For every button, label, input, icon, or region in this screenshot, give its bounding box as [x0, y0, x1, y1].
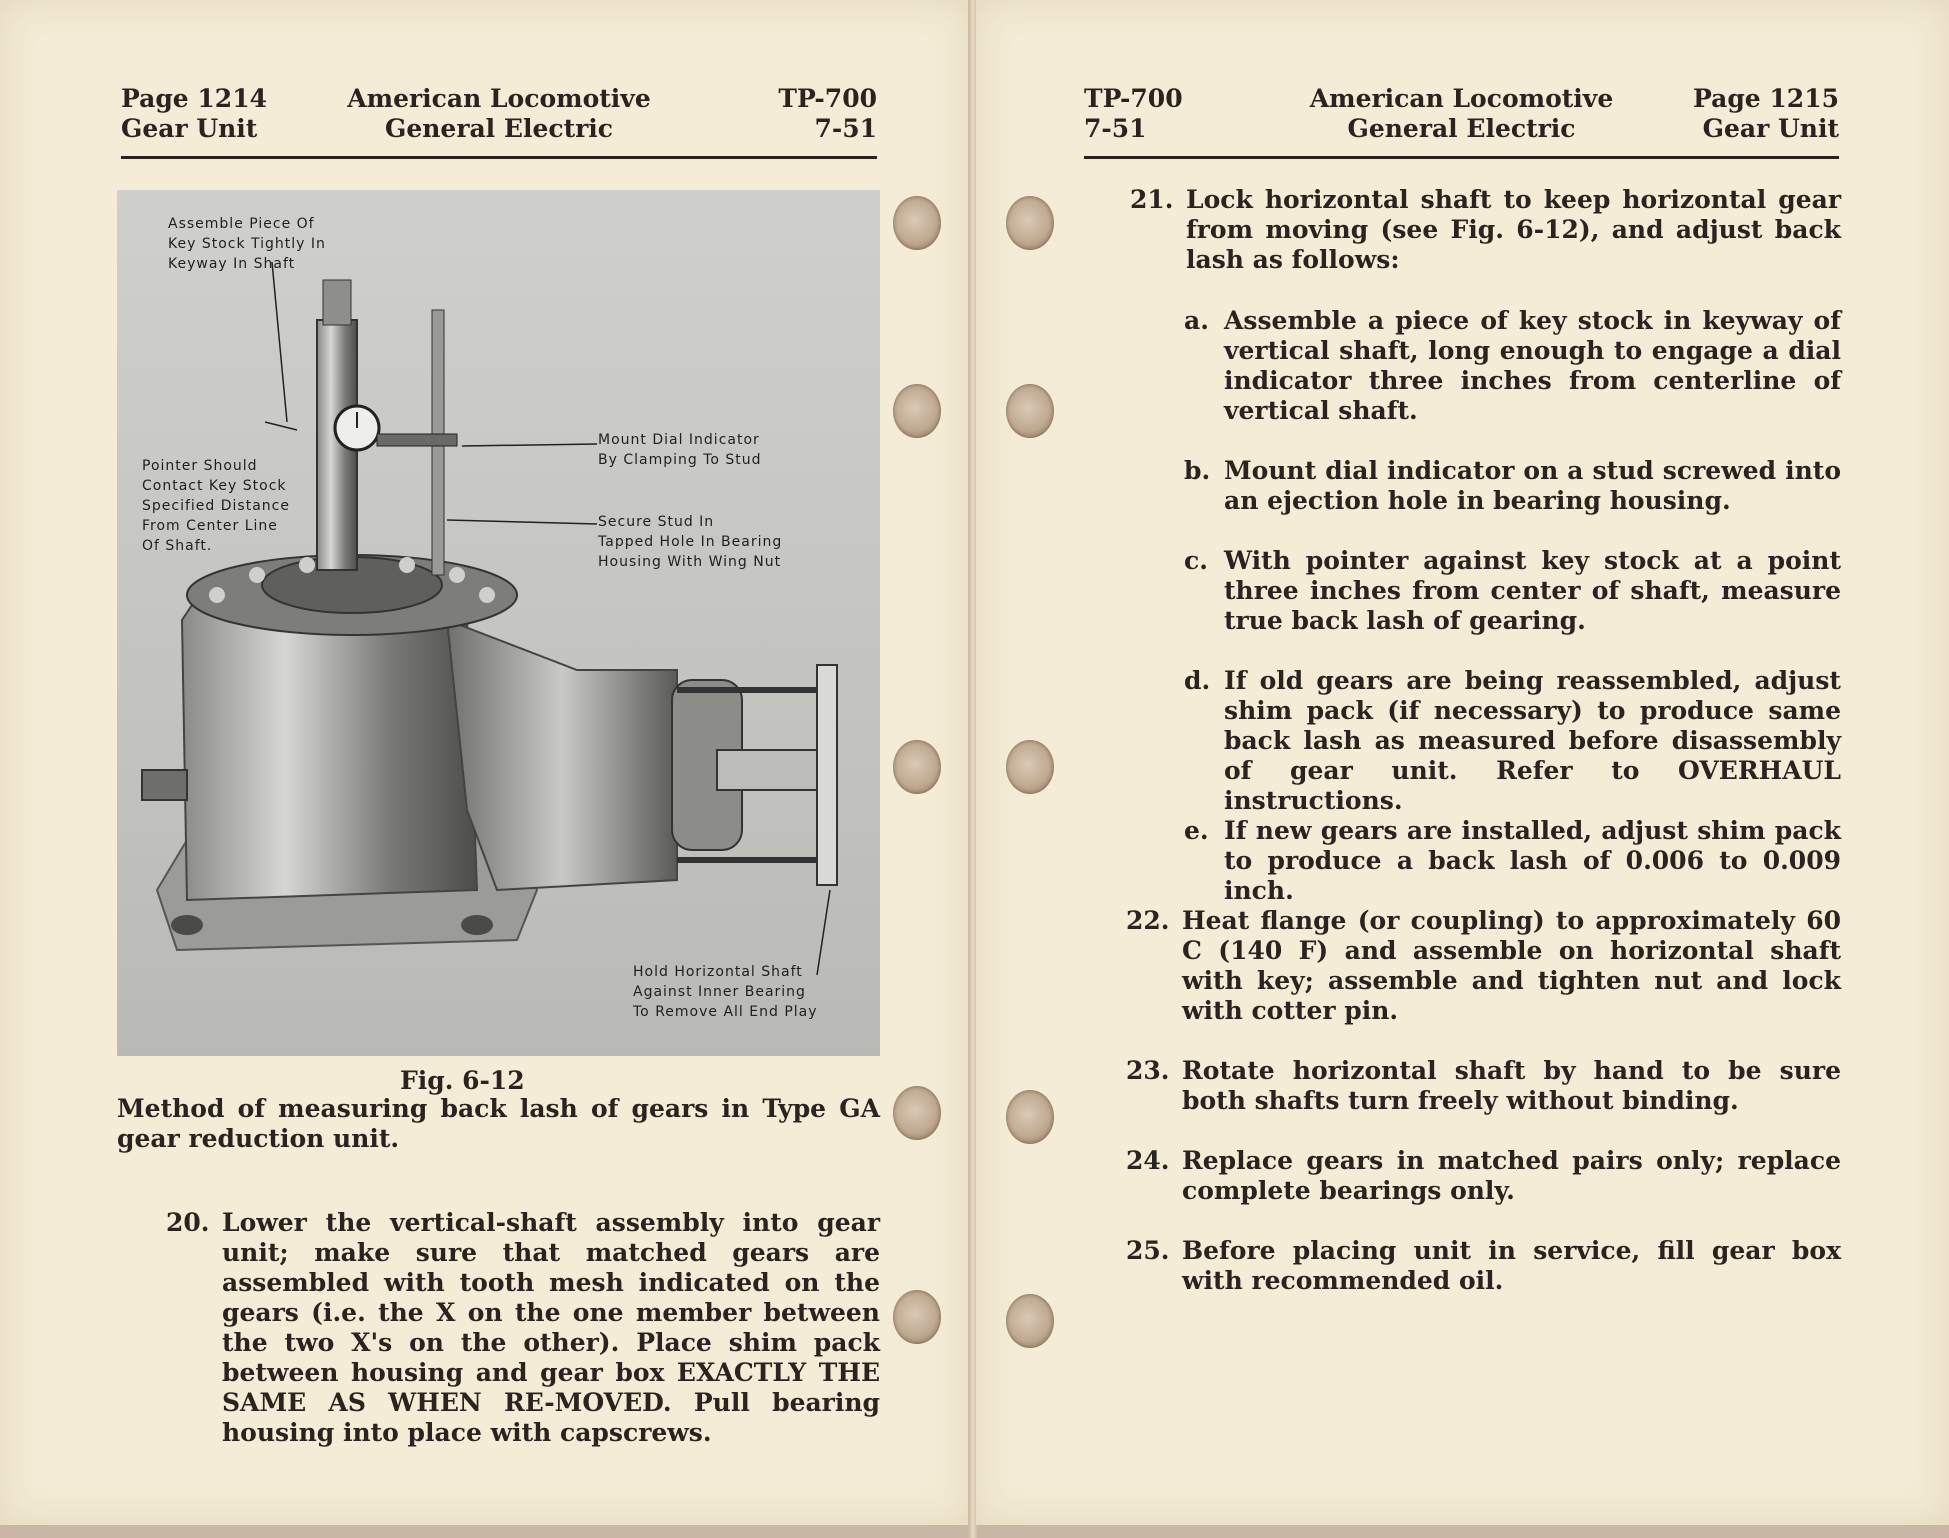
step-number: 22.	[1126, 906, 1170, 935]
substep-text: Mount dial indicator on a stud screwed into an ejection hole in bearing housing.	[1224, 456, 1841, 515]
substep-text: Assemble a piece of key stock in keyway of vertical shaft, long enough to engage a dial indicator three inches from centerline of vertical shaft.	[1224, 306, 1841, 425]
section-name: Gear Unit	[1702, 114, 1839, 143]
left-page-header	[121, 84, 877, 159]
step-number: 23.	[1126, 1056, 1170, 1085]
callout-mount-dial-indicator: Mount Dial Indicator By Clamping To Stud	[598, 432, 762, 468]
company-name-2: General Electric	[1347, 114, 1576, 143]
page-number: Page 1214	[121, 84, 267, 113]
left-page	[0, 0, 972, 1525]
right-page	[976, 0, 1949, 1525]
company-name-2: General Electric	[384, 114, 614, 143]
step-text: Lock horizontal shaft to keep horizontal gear from moving (see Fig. 6-12), and adjust back lash as follows:	[1186, 185, 1841, 274]
gear-unit-illustration	[117, 190, 880, 1056]
substep-label: a.	[1184, 306, 1209, 335]
substep-label: e.	[1184, 816, 1209, 845]
binder-hole	[893, 1086, 941, 1140]
callout-secure-stud: Secure Stud In Tapped Hole In Bearing Housing With Wing Nut	[598, 514, 783, 570]
binder-hole	[1006, 740, 1054, 794]
substep-label: c.	[1184, 546, 1208, 575]
document-date: 7-51	[1084, 114, 1147, 143]
step-text: Replace gears in matched pairs only; replace complete bearings only.	[1182, 1146, 1841, 1205]
step-number: 24.	[1126, 1146, 1170, 1175]
binder-hole	[1006, 1294, 1054, 1348]
step-text: Before placing unit in service, fill gear box with recommended oil.	[1182, 1236, 1841, 1295]
binder-hole	[893, 740, 941, 794]
step-number: 20.	[166, 1208, 210, 1237]
step-number: 25.	[1126, 1236, 1170, 1265]
substep-text: If old gears are being reassembled, adjust shim pack (if necessary) to produce same back lash as measured before disassembly of gear unit. Refer to OVERHAUL instructions.	[1224, 666, 1841, 815]
company-name: American Locomotive	[1309, 84, 1614, 113]
right-page-header	[1084, 84, 1839, 159]
binder-hole	[1006, 1090, 1054, 1144]
company-name: American Locomotive	[347, 84, 651, 113]
substep-text: If new gears are installed, adjust shim pack to produce a back lash of 0.006 to 0.009 inch.	[1224, 816, 1841, 905]
document-number: TP-700	[1084, 84, 1183, 113]
page-number: Page 1215	[1693, 84, 1839, 113]
callout-hold-horizontal-shaft: Hold Horizontal Shaft Against Inner Bearing To Remove All End Play	[633, 964, 818, 1020]
section-name: Gear Unit	[121, 114, 258, 143]
document-date: 7-51	[814, 114, 877, 143]
step-text: Rotate horizontal shaft by hand to be sure both shafts turn freely without binding.	[1182, 1056, 1841, 1115]
substep-label: b.	[1184, 456, 1211, 485]
binder-hole	[893, 1290, 941, 1344]
document-number: TP-700	[778, 84, 877, 113]
binder-hole	[1006, 196, 1054, 250]
figure-caption-text: Method of measuring back lash of gears in Type GA gear reduction unit.	[117, 1094, 880, 1153]
callout-pointer-contact: Pointer Should Contact Key Stock Specified Distance From Center Line Of Shaft.	[142, 458, 290, 554]
step-number: 21.	[1130, 185, 1174, 214]
binder-hole	[1006, 384, 1054, 438]
binder-hole	[893, 196, 941, 250]
substep-label: d.	[1184, 666, 1211, 695]
callout-assemble-key-stock: Assemble Piece Of Key Stock Tightly In Keyway In Shaft	[168, 216, 326, 272]
step-text: Lower the vertical-shaft assembly into gear unit; make sure that matched gears are assembled with tooth mesh indicated on the gears (i.e. the X on the one member between the two X's on the other). Place shim pack between housing and gear box EXACTLY THE SAME AS WHEN RE-MOVED. Pull bearing housing into place with capscrews.	[222, 1208, 880, 1447]
substep-text: With pointer against key stock at a point three inches from center of shaft, measure true back lash of gearing.	[1224, 546, 1841, 635]
step-text: Heat flange (or coupling) to approximately 60 C (140 F) and assemble on horizontal shaft with key; assemble and tighten nut and lock with cotter pin.	[1182, 906, 1841, 1025]
binder-hole	[893, 384, 941, 438]
figure-caption-title: Fig. 6-12	[400, 1066, 525, 1095]
figure-6-12-photo	[117, 190, 880, 1056]
